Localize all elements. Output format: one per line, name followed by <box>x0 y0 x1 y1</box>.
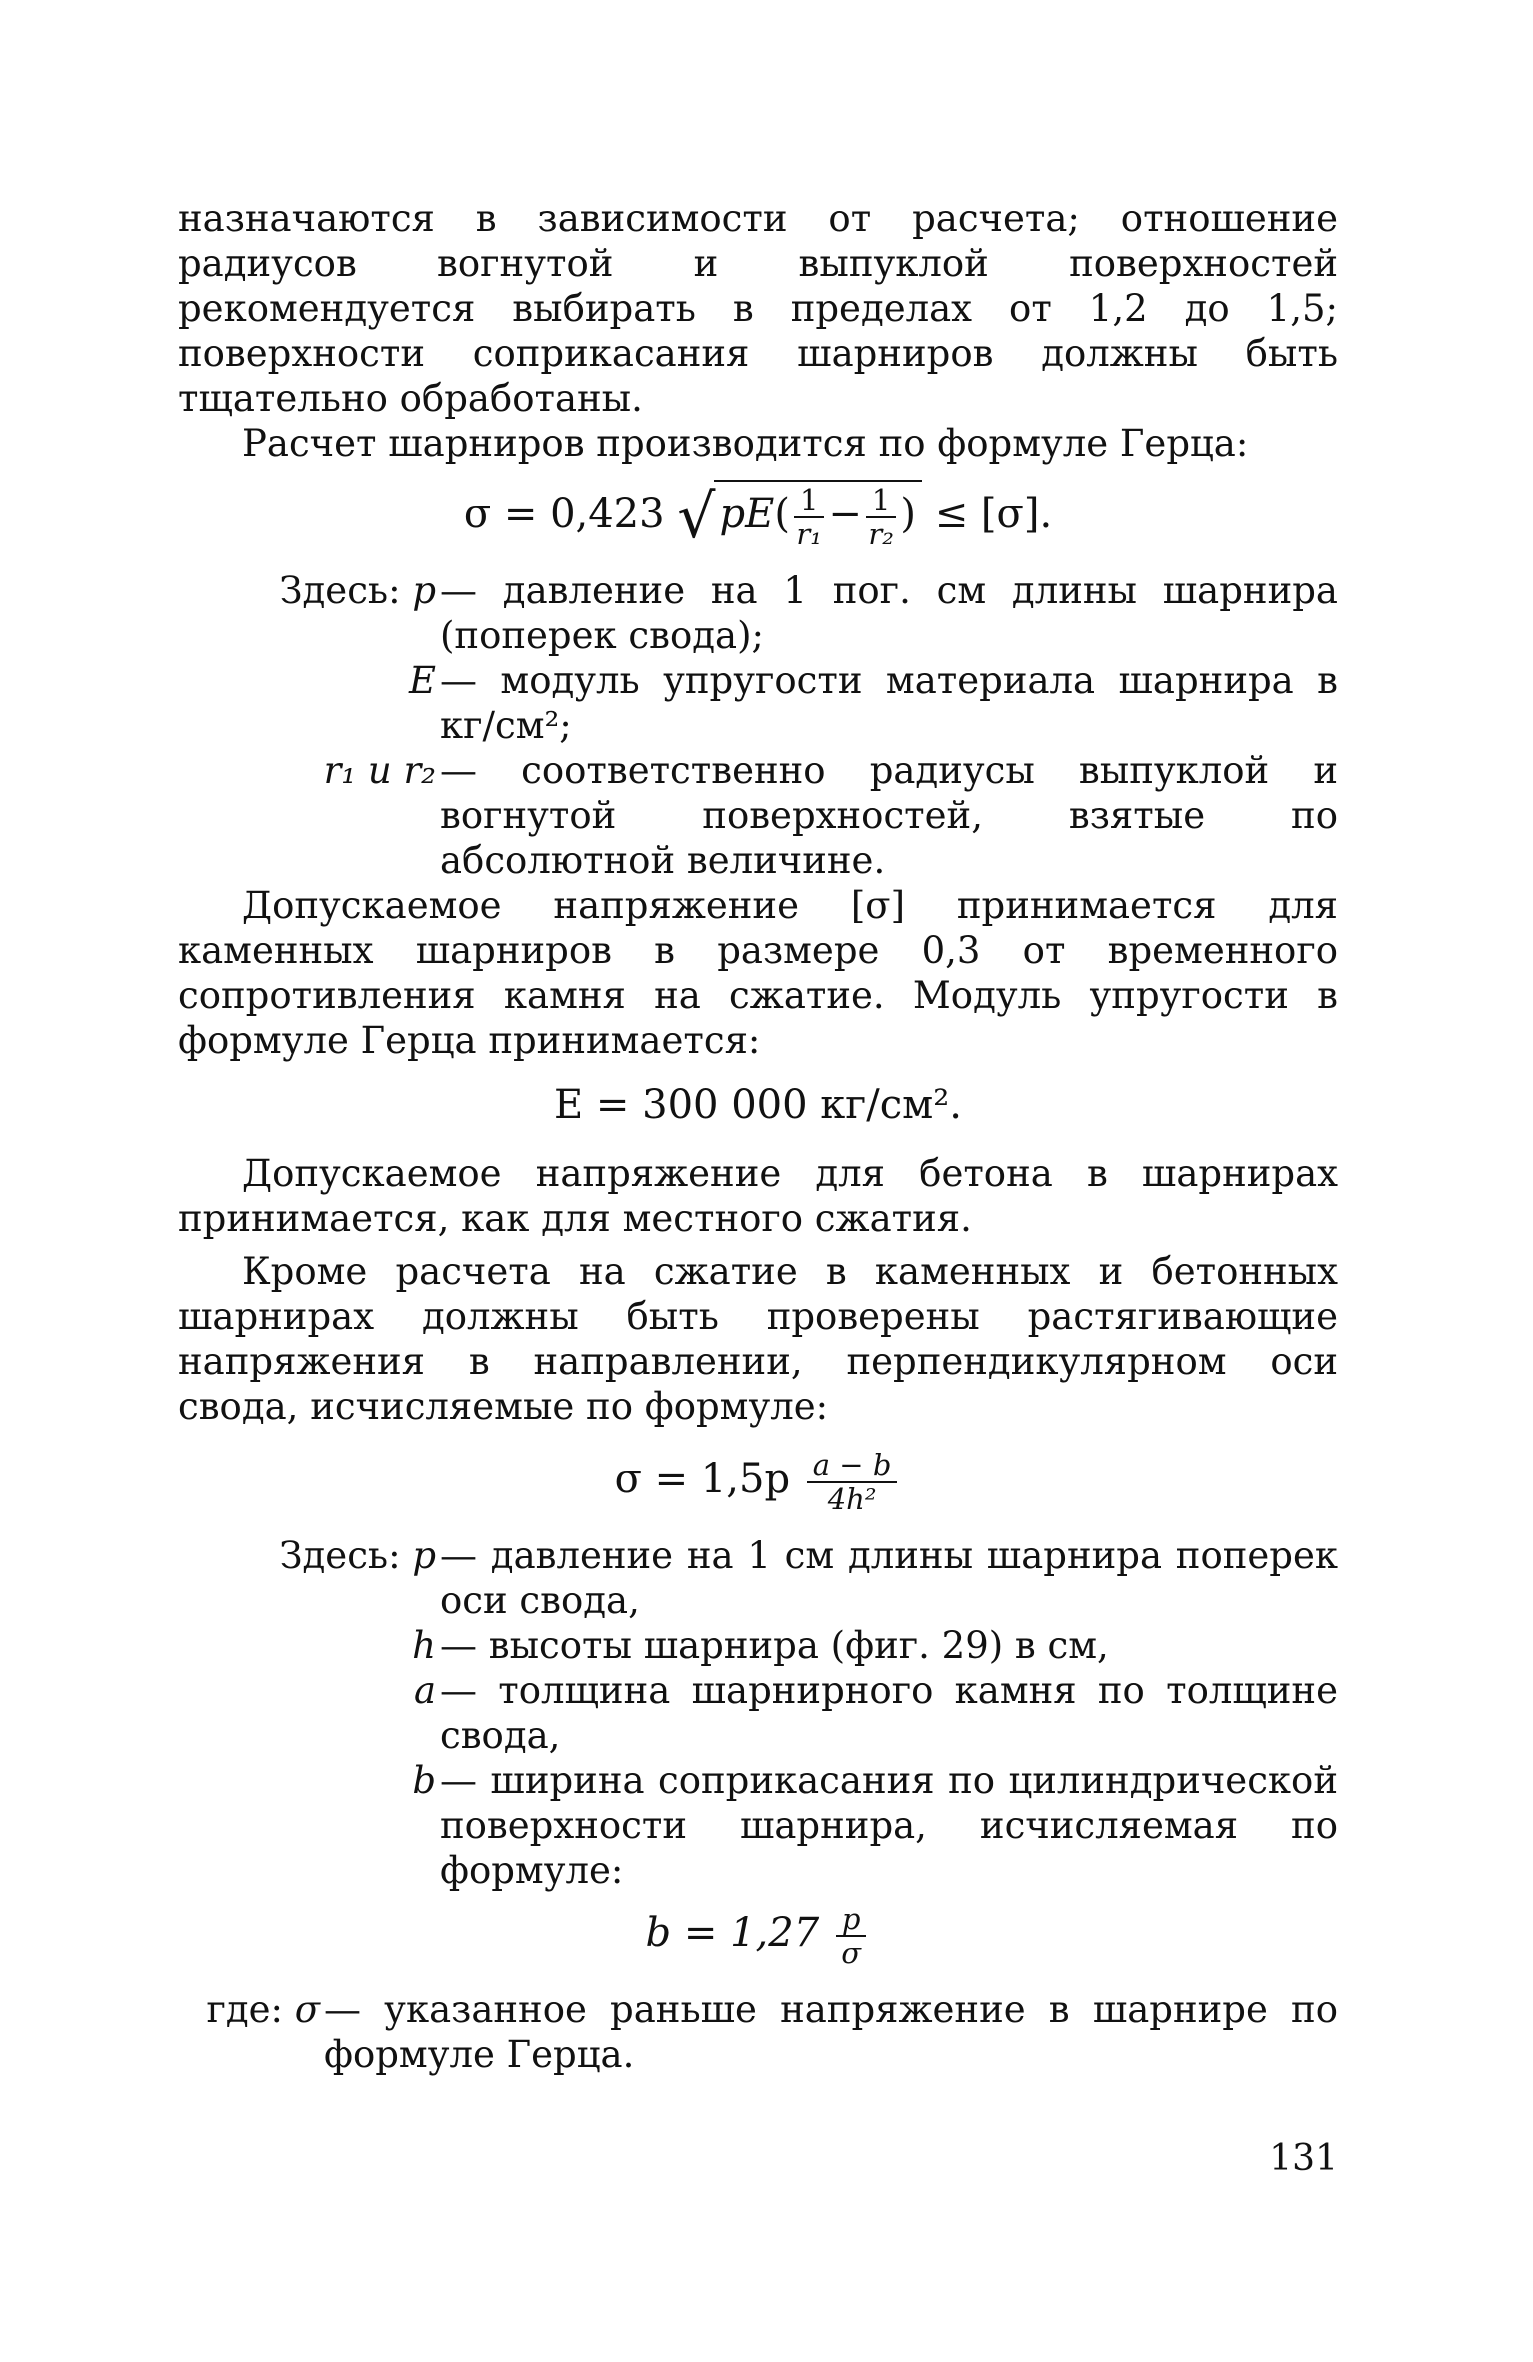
page-body <box>178 196 1338 2077</box>
definition-row <box>178 1623 1338 1668</box>
definition-key: Здесь: p <box>279 569 436 612</box>
radicand: pE( $\frac{1}{\text{r₁}}$ − $\frac{1}{\text{r₂}}$ ) <box>714 480 922 550</box>
fraction-r1-den: r₁ <box>796 517 822 551</box>
definitions-lead: Здесь: <box>279 569 401 612</box>
fraction-r1-num: 1 <box>794 484 824 518</box>
width-fraction-den: σ <box>841 1936 862 1970</box>
tension-formula-lhs: σ = 1,5p <box>614 1456 791 1502</box>
paragraph-3: Допускаемое напряжение [σ] принимается для каменных шарниров в размере 0,3 от временного сопротивления камня на сжатие. Модуль упругости в формуле Герца принимается: <box>178 884 1338 1062</box>
hertz-formula <box>178 480 1338 550</box>
definition-text: — давление на 1 пог. см длины шарнира (поперек свода); <box>440 569 1338 657</box>
fraction-r2-den: r₂ <box>868 517 894 551</box>
definition-text: — высоты шарнира (фиг. 29) в см, <box>440 1624 1109 1667</box>
definition-text: — соответственно радиусы выпуклой и вогнутой поверхностей, взятые по абсолютной величине. <box>440 749 1338 882</box>
where-lead: где: <box>206 1988 283 2031</box>
fraction-r1 <box>794 484 824 550</box>
fraction-r2-num: 1 <box>866 484 896 518</box>
definitions-1 <box>178 568 1338 883</box>
width-formula-lhs: b = 1,27 <box>645 1910 820 1956</box>
definition-row <box>178 1668 1338 1758</box>
definition-row <box>178 1533 1338 1623</box>
definition-key: Здесь: p <box>279 1534 436 1577</box>
width-formula <box>178 1903 1338 1969</box>
width-fraction-num: p <box>836 1903 867 1937</box>
tension-fraction-num: a − b <box>807 1449 898 1483</box>
definition-text: — модуль упругости материала шарнира в кг/см²; <box>440 659 1338 747</box>
where-row <box>122 1987 1338 2077</box>
where-key: где: σ <box>206 1988 320 2031</box>
hertz-formula-rhs: ≤ [σ]. <box>934 491 1053 537</box>
definition-row <box>178 1758 1338 1893</box>
definitions-lead: Здесь: <box>279 1534 401 1577</box>
page-number: 131 <box>1269 2138 1338 2179</box>
definition-key: a <box>413 1669 436 1712</box>
definition-text: — толщина шарнирного камня по толщине свода, <box>440 1669 1338 1757</box>
definition-row <box>178 748 1338 883</box>
definition-row <box>178 568 1338 658</box>
definitions-2 <box>178 1533 1338 1893</box>
definition-key: E <box>408 659 436 702</box>
definition-row <box>178 658 1338 748</box>
width-fraction <box>836 1903 867 1969</box>
definition-text: — ширина соприкасания по цилиндрической поверхности шарнира, исчисляемая по формуле: <box>440 1759 1338 1892</box>
paragraph-4: Допускаемое напряжение для бетона в шарнирах принимается, как для местного сжатия. <box>178 1152 1338 1240</box>
tension-fraction-den: 4h² <box>827 1482 877 1516</box>
fraction-r2 <box>866 484 896 550</box>
hertz-inner: pE <box>719 491 775 537</box>
tension-fraction <box>807 1449 898 1515</box>
definition-key: h <box>412 1624 436 1667</box>
hertz-formula-lhs: σ = 0,423 <box>463 491 665 537</box>
modulus-formula: E = 300 000 кг/см². <box>554 1082 962 1128</box>
tension-formula <box>178 1449 1338 1515</box>
definition-key: b <box>412 1759 436 1802</box>
radical-sign: √ <box>677 482 716 552</box>
paragraph-5: Кроме расчета на сжатие в каменных и бетонных шарнирах должны быть проверены растягивающие напряжения в направлении, перпендикулярном оси свода, исчисляемые по формуле: <box>178 1250 1338 1428</box>
paragraph-2: Расчет шарниров производится по формуле Герца: <box>242 422 1249 465</box>
paragraph-1: назначаются в зависимости от расчета; отношение радиусов вогнутой и выпуклой поверхностей рекомендуется выбирать в пределах от 1,2 до 1,5; поверхности соприкасания шарниров должны быть тщательно обработаны. <box>178 197 1338 420</box>
where-text: — указанное раньше напряжение в шарнире по формуле Герца. <box>324 1988 1338 2076</box>
definition-text: — давление на 1 см длины шарнира поперек оси свода, <box>440 1534 1338 1622</box>
definition-key: r₁ и r₂ <box>323 749 436 792</box>
